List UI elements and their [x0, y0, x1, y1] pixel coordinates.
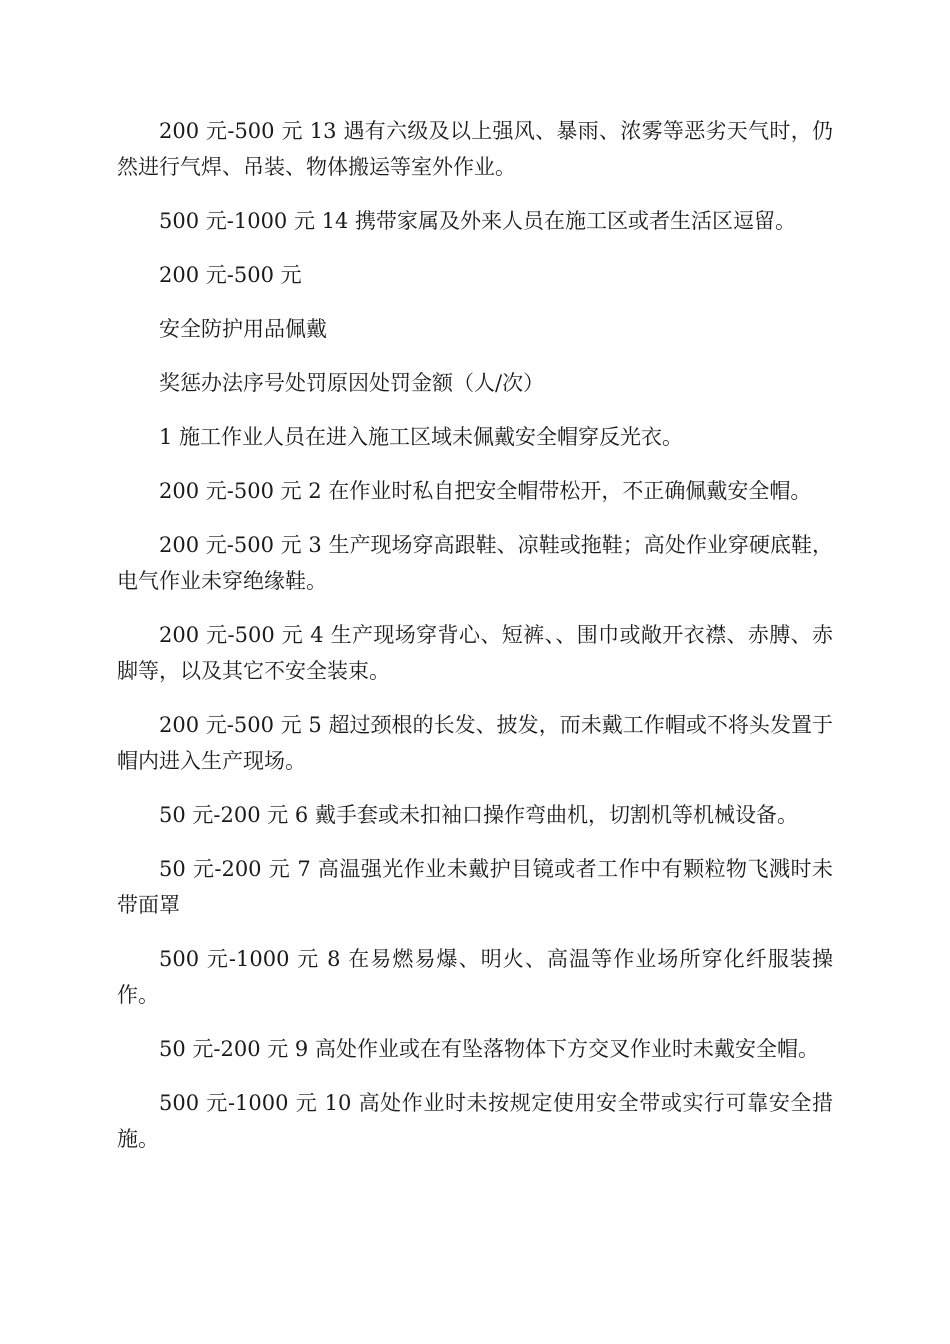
- paragraph: 200 元-500 元 5 超过颈根的长发、披发，而未戴工作帽或不将头发置于帽内进入生产现场。: [117, 713, 833, 773]
- paragraph: 500 元-1000 元 14 携带家属及外来人员在施工区或者生活区逗留。: [159, 209, 797, 233]
- paragraph: 200 元-500 元 4 生产现场穿背心、短裤、、围巾或敞开衣襟、赤膊、赤脚等，以及其它不安全装束。: [117, 623, 833, 683]
- paragraph: 50 元-200 元 6 戴手套或未扣袖口操作弯曲机，切割机等机械设备。: [159, 803, 798, 827]
- paragraph: 50 元-200 元 9 高处作业或在有坠落物体下方交叉作业时未戴安全帽。: [159, 1037, 819, 1061]
- paragraph: 500 元-1000 元 10 高处作业时未按规定使用安全带或实行可靠安全措施。: [117, 1091, 833, 1151]
- paragraph: 50 元-200 元 7 高温强光作业未戴护目镜或者工作中有颗粒物飞溅时未带面罩: [117, 857, 833, 917]
- paragraph: 200 元-500 元 2 在作业时私自把安全帽带松开，不正确佩戴安全帽。: [159, 479, 812, 503]
- paragraph: 200 元-500 元 13 遇有六级及以上强风、暴雨、浓雾等恶劣天气时，仍然进行气焊、吊装、物体搬运等室外作业。: [117, 119, 833, 179]
- paragraph: 200 元-500 元 3 生产现场穿高跟鞋、凉鞋或拖鞋；高处作业穿硬底鞋，电气作业未穿绝缘鞋。: [117, 533, 833, 593]
- section-heading: 安全防护用品佩戴: [159, 317, 327, 341]
- paragraph: 500 元-1000 元 8 在易燃易爆、明火、高温等作业场所穿化纤服装操作。: [117, 947, 833, 1007]
- paragraph: 1 施工作业人员在进入施工区域未佩戴安全帽穿反光衣。: [159, 425, 684, 449]
- document-body: [117, 113, 833, 1175]
- table-header-line: 奖惩办法序号处罚原因处罚金额（人/次）: [159, 371, 545, 395]
- paragraph: 200 元-500 元: [159, 263, 302, 287]
